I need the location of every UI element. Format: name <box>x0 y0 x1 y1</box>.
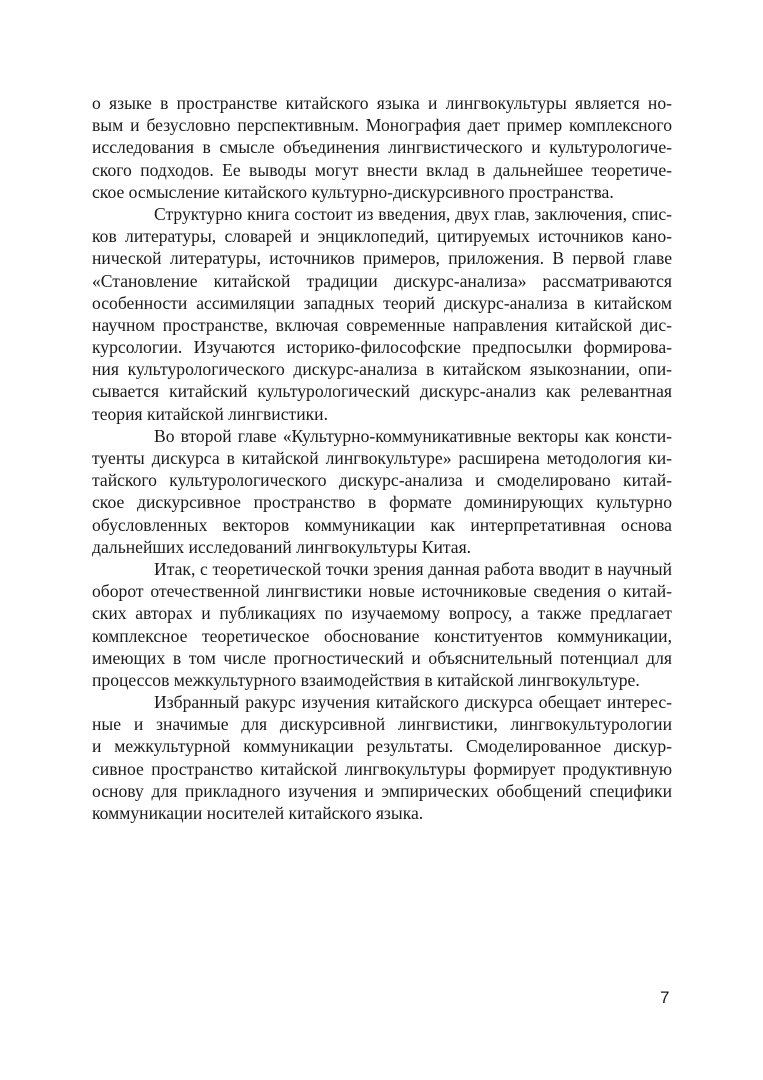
text-line: особенности ассимиляции западных теорий дискурс-анализа в китайском <box>92 292 672 313</box>
text-line: имеющих в том числе прогностический и объяснительный потенциал для <box>92 647 672 668</box>
text-line: туенты дискурса в китайской лингвокультуре» расширена методология ки- <box>92 448 672 468</box>
page-number: 7 <box>660 988 670 1007</box>
text-line: сивное пространство китайской лингвокультуры формирует продуктивную <box>92 758 672 779</box>
text-line: о языке в пространстве китайского языка и лингвокультуры является но- <box>92 93 672 113</box>
text-line: Во второй главе «Культурно-коммуникативные векторы как консти- <box>154 425 672 446</box>
text-line: ные и значимые для дискурсивной лингвистики, лингвокультурологии <box>92 714 672 735</box>
text-line: ского подходов. Ее выводы могут внести вклад в дальнейшее теоретиче- <box>92 159 672 180</box>
text-line: коммуникации носителей китайского языка. <box>92 803 424 823</box>
paragraph <box>92 203 672 425</box>
text-line: дальнейших исследований лингвокультуры Китая. <box>92 536 472 557</box>
text-line: и межкультурной коммуникации результаты. Смоделированное дискур- <box>92 736 672 757</box>
text-line: ков литературы, словарей и энциклопедий, цитируемых источников кано- <box>92 226 672 247</box>
text-line: процессов межкультурного взаимодействия в китайской лингвокультуре. <box>92 669 640 690</box>
paragraph <box>92 691 672 824</box>
text-line: теория китайской лингвистики. <box>92 403 328 424</box>
text-line: Структурно книга состоит из введения, двух глав, заключения, спис- <box>154 203 672 224</box>
text-line: «Становление китайской традиции дискурс-анализа» рассматриваются <box>92 270 672 291</box>
text-line: Итак, с теоретической точки зрения данная работа вводит в научный <box>154 558 672 579</box>
paragraph <box>92 92 672 203</box>
text-line: сывается китайский культурологический дискурс-анализ как релевантная <box>92 381 672 402</box>
paragraph <box>92 425 672 558</box>
text-line: ния культурологического дискурс-анализа в китайском языкознании, опи- <box>92 359 672 380</box>
text-line: ских авторах и публикациях по изучаемому вопросу, а также предлагает <box>92 603 672 624</box>
text-line: Избранный ракурс изучения китайского дискурса обещает интерес- <box>154 692 672 713</box>
text-line: обусловленных векторов коммуникации как интерпретативная основа <box>92 514 672 535</box>
text-line: оборот отечественной лингвистики новые источниковые сведения о китай- <box>92 581 672 602</box>
text-line: ское дискурсивное пространство в формате доминирующих культурно <box>92 492 672 513</box>
paragraph <box>92 558 672 691</box>
text-line: нической литературы, источников примеров, приложения. В первой главе <box>92 248 672 269</box>
text-line: основу для прикладного изучения и эмпирических обобщений специфики <box>92 780 672 801</box>
text-line: тайского культурологического дискурс-анализа и смоделировано китай- <box>92 470 672 491</box>
text-line: научном пространстве, включая современные направления китайской дис- <box>92 314 672 335</box>
text-line: вым и безусловно перспективным. Монография дает пример комплексного <box>92 115 672 136</box>
text-line: ское осмысление китайского культурно-дискурсивного пространства. <box>92 181 614 202</box>
body-text <box>92 92 672 824</box>
text-line: курсологии. Изучаются историко-философские предпосылки формирова- <box>92 337 672 358</box>
text-line: исследования в смысле объединения лингвистического и культурологиче- <box>92 137 672 158</box>
text-line: комплексное теоретическое обоснование конституентов коммуникации, <box>92 625 672 646</box>
